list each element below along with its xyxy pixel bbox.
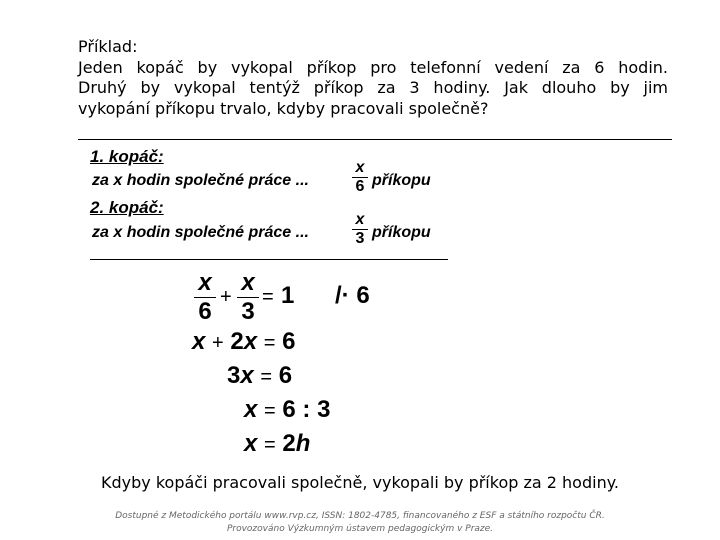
footer-line-2: Provozováno Výzkumným ústavem pedagogickým v Praze.	[226, 524, 494, 534]
worker2-frac-num: x	[355, 211, 365, 228]
eq3-coef: 3	[227, 362, 241, 389]
eq3-equals: =	[260, 366, 273, 388]
eq2-equals: =	[263, 332, 276, 354]
worker1-frac-num: x	[355, 159, 365, 176]
worker2-label: 2. kopáč:	[90, 198, 164, 217]
eq1-fraction-1	[193, 271, 217, 324]
eq5-unit: h	[295, 430, 311, 457]
eq1-fraction-2	[236, 271, 260, 324]
eq5-var: x	[244, 430, 258, 457]
eq2-var: x	[192, 328, 206, 355]
worker1-text: za x hodin společné práce ...	[92, 172, 309, 189]
top-divider	[78, 139, 672, 140]
eq2-var2: x	[243, 328, 258, 355]
worker1-fraction	[350, 160, 370, 195]
eq4-var: x	[244, 396, 258, 423]
eq3-rhs: 6	[278, 362, 293, 389]
eq3-var: x	[240, 362, 254, 389]
eq4-equals: =	[264, 400, 276, 422]
eq1-multiplier: /· 6	[335, 282, 370, 309]
eq4-rhs: 6 : 3	[282, 396, 331, 423]
worker2-fraction	[350, 212, 370, 247]
problem-statement	[78, 37, 668, 119]
eq1-frac1-num: x	[198, 269, 212, 296]
eq2-plus: +	[212, 332, 224, 354]
eq1-equals: =	[262, 286, 274, 308]
worker1-frac-den: 6	[355, 178, 365, 195]
worker1-unit: příkopu	[372, 172, 431, 189]
conditions-divider	[90, 259, 448, 260]
eq1-frac2-den: 3	[241, 298, 255, 325]
problem-line-2: Druhý by vykopal tentýž příkop za 3 hodiny. Jak dlouho by jim	[78, 78, 668, 97]
eq5-rhs: 2	[282, 430, 296, 457]
footer-line-1: Dostupné z Metodického portálu www.rvp.cz, ISSN: 1802-4785, financovaného z ESF a státního rozpočtu ČR.	[115, 511, 605, 521]
equation-4	[244, 396, 330, 425]
eq2-rhs: 6	[282, 328, 296, 355]
problem-heading: Příklad:	[78, 37, 138, 56]
eq1-frac1-den: 6	[198, 298, 212, 325]
problem-line-1: Jeden kopáč by vykopal příkop pro telefonní vedení za 6 hodin.	[78, 57, 668, 77]
problem-line-3: vykopání příkopu trvalo, kdyby pracovali společně?	[78, 98, 489, 118]
footer	[0, 510, 720, 536]
eq1-plus: +	[220, 286, 232, 308]
worker2-frac-den: 3	[355, 230, 365, 247]
equation-2	[192, 328, 296, 357]
equation-3	[227, 362, 292, 391]
worker2-unit: příkopu	[372, 224, 431, 241]
answer-sentence: Kdyby kopáči pracovali společně, vykopali by příkop za 2 hodiny.	[101, 473, 619, 492]
worker2-text: za x hodin společné práce ...	[92, 224, 309, 241]
eq2-coef: 2	[230, 328, 244, 355]
eq1-frac2-num: x	[241, 269, 255, 296]
eq5-equals: =	[264, 434, 276, 456]
worker1-label: 1. kopáč:	[90, 147, 164, 166]
eq1-rhs: 1	[281, 282, 295, 309]
equation-5	[244, 430, 310, 459]
